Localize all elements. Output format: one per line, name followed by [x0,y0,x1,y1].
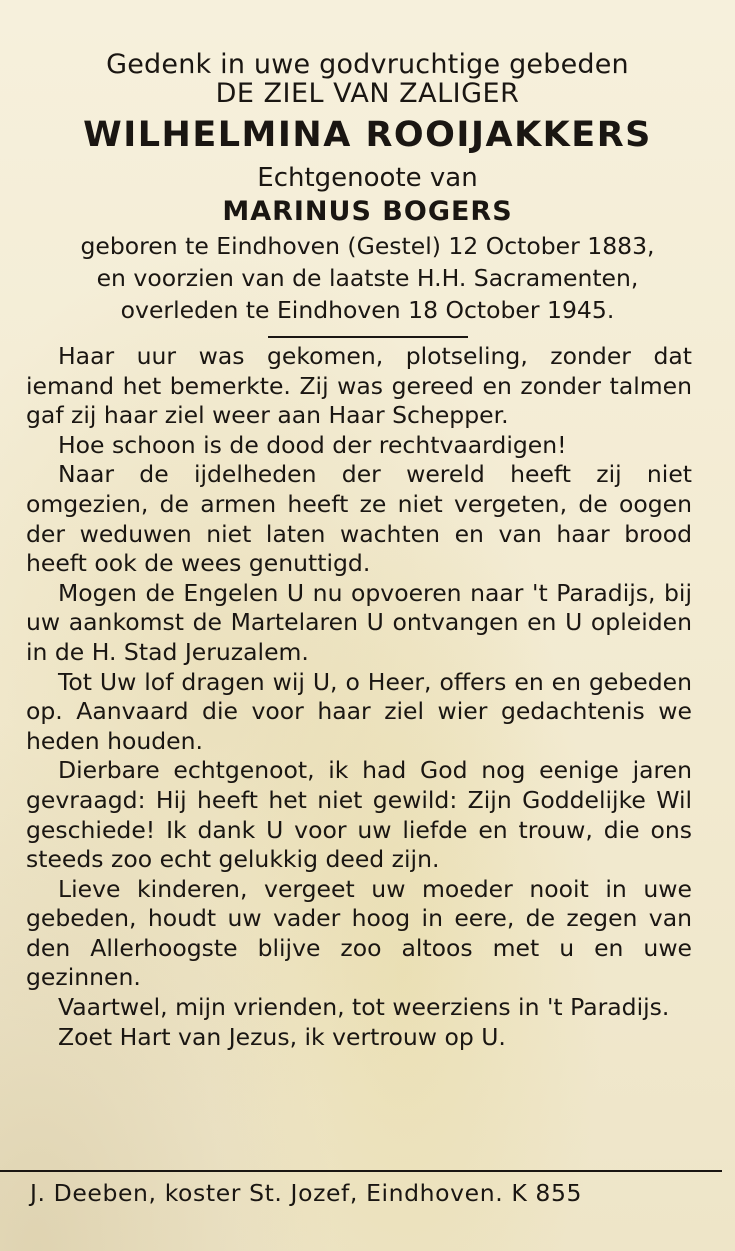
paragraph-children: Lieve kinderen, vergeet uw moeder nooit in uwe gebeden, houdt uw vader hoog in eere, de zegen van den Allerhoogste blijve zoo altoos met u en uwe gezinnen. [26,874,692,992]
spouse-name: MARINUS BOGERS [222,196,513,227]
bio-death-line: overleden te Eindhoven 18 October 1945. [120,296,615,324]
bio-birth-line: geboren te Eindhoven (Gestel) 12 October 1883, [80,232,655,260]
paragraph-passing: Haar uur was gekomen, plotseling, zonder dat iemand het bemerkte. Zij was gereed en zonder talmen gaf zij haar ziel weer aan Haar Schepper. [26,342,692,430]
printer-credit: J. Deeben, koster St. Jozef, Eindhoven. K 855 [30,1179,583,1207]
soul-line: DE ZIEL VAN ZALIGER [215,78,520,109]
spouse-intro: Echtgenoote van [257,163,478,193]
prayer-request-line: Gedenk in uwe godvruchtige gebeden [106,49,629,80]
deceased-name: WILHELMINA ROOIJAKKERS [83,115,652,155]
memorial-text [26,342,692,1052]
footer-divider [0,1170,722,1172]
paragraph-righteous: Hoe schoon is de dood der rechtvaardigen! [58,430,567,459]
paragraph-offerings: Tot Uw lof dragen wij U, o Heer, offers en en gebeden op. Aanvaard die voor haar ziel wier gedachtenis we heden houden. [26,667,692,755]
paragraph-spouse: Dierbare echtgenoot, ik had God nog eenige jaren gevraagd: Hij heeft het niet gewild: Zijn Goddelijke Wil geschiede! Ik dank U voor uw liefde en trouw, die ons steeds zoo echt gelukkig deed zijn. [26,756,692,874]
paragraph-angels: Mogen de Engelen U nu opvoeren naar 't Paradijs, bij uw aankomst de Martelaren U ontvangen en U opleiden in de H. Stad Jeruzalem. [26,578,692,666]
paragraph-sacred-heart: Zoet Hart van Jezus, ik vertrouw op U. [58,1022,506,1051]
paragraph-charity: Naar de ijdelheden der wereld heeft zij niet omgezien, de armen heeft ze niet vergeten, de oogen der weduwen niet laten wachten en van haar brood heeft ook de wees genuttigd. [26,460,692,578]
header-divider [268,336,468,338]
bio-sacraments-line: en voorzien van de laatste H.H. Sacramenten, [96,264,639,292]
card-header [0,50,735,338]
paragraph-friends: Vaartwel, mijn vrienden, tot weerziens in 't Paradijs. [58,993,670,1022]
